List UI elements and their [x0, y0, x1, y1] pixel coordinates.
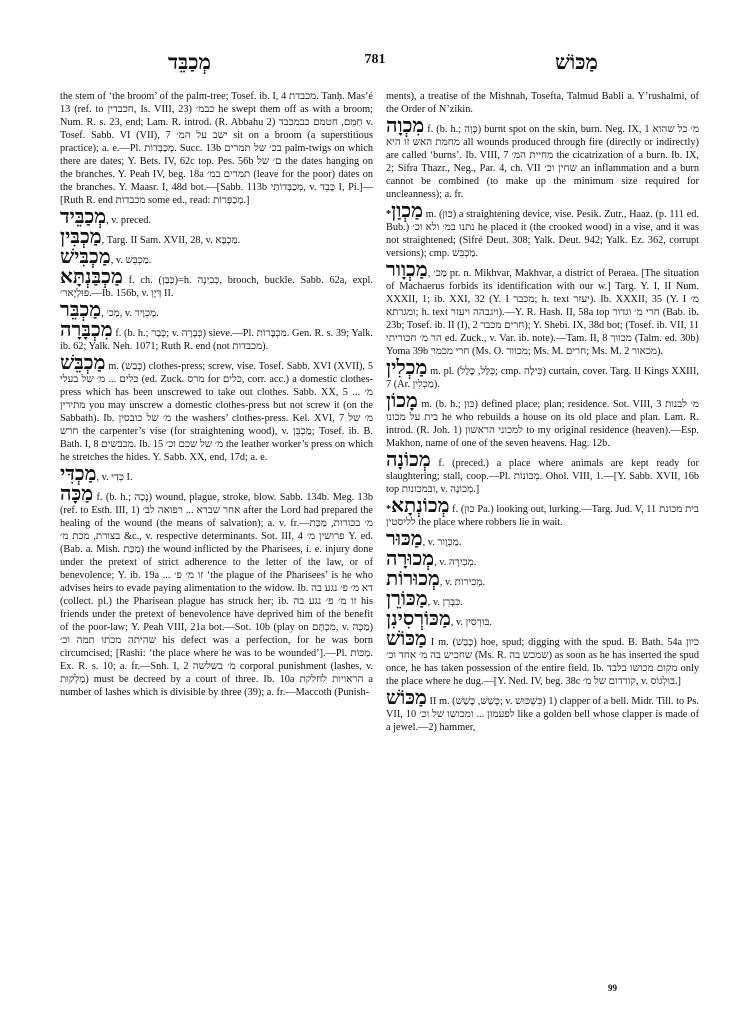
entry-headword: מַכְבֵּר	[60, 299, 102, 321]
entry-text: , v. preced.	[106, 215, 151, 226]
entry-text: I m. (כָּבַשׁ) hoe, spud; digging with the spud. B. Bath. 54a כיון שחכיש בה מ׳ אחד וכ׳ (Ms. R. שמכש בה) as soon as he has inserted the spud once, he has taken possession of the entire field. Ib. מקום מכושו בלבד only the place where he dug.—[Y. Ned. IV, beg. 38c קורדום של מ׳, v. בּוּלְגוֹס.]	[386, 637, 699, 687]
dictionary-entry	[386, 589, 699, 609]
entry-text: , v. בּוּרְסִין.	[450, 617, 492, 628]
entry-text: , מַכ׳, v. מַכְוָיר.	[101, 308, 159, 319]
entry-headword: מַכְוַן	[391, 200, 424, 222]
entry-text: f. ch. (כַּבַּן)=h. כְּבִינָה, brooch, buckle. Sabb. 62a, expl. פּוּלְיָאר׳.—Ib. 156b, v. דְּיָוְ II.	[60, 275, 373, 299]
dictionary-entry	[386, 260, 699, 358]
entry-headword: מַכְבִּישׁ	[60, 246, 111, 268]
entry-headword: מַכְבִּין	[60, 226, 102, 248]
dictionary-entry	[386, 688, 699, 734]
entry-text: , v. מְכִירָה.	[434, 557, 477, 568]
entry-text: f. (b. h.; נָכָה) wound, plague, stroke, blow. Sabb. 134b. Meg. 13b (ref. to Esth. III, 1) אחר שברא ... רפואה לב׳ after the Lord had prepared the healing of the wound (the means of salvation); a. v. fr.—מ׳ בכורות, מַכַּת בצורת, מכת מ׳ &c., v. respective determinants. Sot. III, 4 פרושין מ׳ Y. ed. (Bab. a. Mish. מַכַּת) the wound inflicted by the Pharisees, i. e. injury done under the pretext of strict adherence to the letter of the law, or of benevolence; Y. ib. 19a ... זו מ׳ פ׳ ‘the plague of the Pharisees’ is he who advises heirs to evade paying alimentation to the widow. Ib. דא מ׳ פ׳ נגע בה (collect. pl.) the Pharisean plague has struck her; ib. זו מ׳ פ׳ נגע בה his friends under the pretext of benevolence have deprived him of the benefit of the poor-law; Y. Peah VIII, 21a bot.—Sot. 10b (play on מִכְתָּם, v. מַכָּה) שהיתה מכתו תמה וכ׳ his defect was a perfection, for he was born circumcised; [Rashi: ‘the place where he was to be wounded’].—Pl. מַכּוֹת. Ex. R. s. 10; a. fr.—Snh. I, 2 מ׳ בשלשה corporal punishment (lashes, v. מַלְקוּת) must be decreed by a court of three. Ib. 10a הראויות לחלקת a number of lashes which is divisible by three (39); a. fr.—Maccoth (Punish-	[60, 492, 373, 698]
dictionary-entry	[386, 90, 699, 116]
entry-asterisk: *	[386, 504, 392, 515]
dictionary-entry	[386, 529, 699, 549]
entry-headword: מַכְבַּנְתָּא	[60, 266, 123, 288]
entry-text: f. (preced.) a place where animals are kept ready for slaughtering; stall, coop.—Pl. מְכוֹנוֹת. Ohol. VIII, 1.—[Y. Sabb. XVII, 16b top ובמכונות, v. מְכוֹנָה.]	[386, 458, 699, 495]
dictionary-entry	[60, 353, 373, 464]
entry-text: m. (b. h.; כּוּן) defined place; plan; residence. Sot. VIII, 3 מ׳ לבנות בית על מכונו he who rebuilds a house on its old place and plan. Lam. R. introd. (R. Joh. 1) למכוני הראשון to my original residence (heaven).—Esp. Makhon, name of one of the seven heavens. Hag. 12b.	[386, 399, 699, 449]
entry-headword: מַכְלִין	[386, 357, 428, 379]
entry-text: f. (b. h.; כָּוָה) burnt spot on the skin, burn. Neg. IX, 1 מ׳ כל שהוא מחמת האש זו היא all wounds produced through fire (directly or indirectly) are called ‘burns’. Ib. VIII, 7 מחיית המ׳ the cicatrization of a burn. Ib. IX, 2; Sifra Thazr., Neg., Par. 4, ch. VII שחין וכ׳ an inflammation and a burn cannot be combined (to make up the minimum size required for uncleanness); a. fr.	[386, 124, 699, 200]
entry-text: II m. (כָּשַׁשׁ, כָּשַׁשׁ; v. כִּשְׁכּוּשׁ) 1) clapper of a bell. Midr. Till. to Ps. VII, 10 לפעמון ... ומכושו של וכ׳ like a golden bell whose clapper is made of a jewel.—2) hammer,	[386, 696, 699, 733]
dictionary-entry	[60, 464, 373, 484]
entry-headword: מַכָּה	[60, 483, 94, 505]
entry-headword: מִכְבָּרָה	[60, 319, 113, 341]
dictionary-entry	[60, 207, 373, 227]
entry-headword: מִכְוָה	[386, 115, 425, 137]
dictionary-entry	[386, 549, 699, 569]
entry-asterisk: *	[386, 209, 392, 220]
dictionary-entry	[60, 484, 373, 699]
page-number: 781	[364, 52, 386, 67]
entry-headword: מַכּוֹרֵן	[386, 588, 428, 610]
dictionary-entry	[60, 247, 373, 267]
right-column	[386, 90, 699, 990]
entry-headword: מַכּוֹשׁ	[386, 628, 427, 650]
entry-text: , v. מַכְבֵּשׁ.	[110, 255, 152, 266]
entry-text: f. (כוּן Pa.) looking out, lurking.—Targ. Jud. V, 11 בית מכונת לליסטין the place where robbers lie in wait.	[386, 504, 699, 528]
entry-text: , v. כְּדִי I.	[96, 472, 133, 483]
entry-headword: מָכוֹן	[386, 390, 418, 412]
dictionary-entry	[386, 609, 699, 629]
entry-text: , v. מַכְוָור.	[422, 537, 462, 548]
left-running-headword: מְכַבֵּד	[168, 50, 211, 74]
dictionary-entry	[60, 300, 373, 320]
dictionary-entry	[386, 358, 699, 391]
entry-text: , מַכ׳ pr. n. Mikhvar, Makhvar, a district of Peraea. [The situation of Machaerus forbids its identification with our w.] Targ. Y. I, II Num. XXXII, 1; ib. XXI, 32 (Y. I מכבר; h. text יעזר). Ib. XXXII, 35 (Y. I מ׳ ומגרתא; h. text ויגבהה ויעזר).—Y. R. Hash. II, 58a top חרי מ׳ וגדור (Bab. ib. 23b; Tosef. ib. II (I), 2 חרים מכבר); Y. Shebi. IX, 38d bot; (Tosef. ib. VII, 11 הר מ׳ חכוריתי ed. Zuck., v. Var. ib. note).—Tam. II, 8 מכווך (Talm. ed. 30b) Yoma 39b חרי מכמר (Ms. O. מכוור; Ms. M. חרים; Ms. M. 2 מכאור).	[386, 268, 699, 357]
dictionary-entry	[386, 450, 699, 496]
entry-text: , v. כִּבְּרֵן.	[427, 597, 463, 608]
entry-text: f. (b. h.; כָּבַר; v. כְּבָרָה) sieve.—Pl. מִכְבָּרוֹת. Gen. R. s. 39; Yalk. ib. 62; Yalk. Neh. 1071; Ruth R. end (not מכבדות).	[60, 328, 373, 352]
entry-text: m. (כּוּן) a straightening device, vise. Pesik. Zutr., Haaz. (p. 111 ed. Bub.) נתנו במ׳ ולא וכ׳ he placed it (the crooked wood) in a vise, and it was not straightened; (Sifré Deut. 308; Yalk. Deut. 942; Yalk. Ez. 362, corrupt versions); cmp. מַכְבֵּשׁ.	[386, 209, 699, 259]
entry-headword: מַכְבֵּשׁ	[60, 352, 106, 374]
left-column	[60, 90, 373, 990]
entry-headword: מַכּוֹרְסִינִן	[386, 608, 451, 630]
entry-headword: מְכוּרָה	[386, 548, 435, 570]
dictionary-entry	[386, 496, 699, 529]
dictionary-entry	[60, 90, 373, 207]
dictionary-entry	[386, 201, 699, 260]
entry-text: m. (כָּבַשׁ) clothes-press; screw, vise. Tosef. Sabb. XVI (XVII), 5 כלים ... מ׳ של בעלי (ed. Zuck. מרס for כלים, corr. acc.) a domestic clothes-press which has been unscrewed to take out clothes. Sabb. XX, 5 מ׳ ... מתירין you may unscrew a domestic clothes-press but not screw it (on the Sabbath). Ib. מ׳ של כובסין the washers’ clothes-press. Kel. XVI, 7 מ׳ של חרש the carpenter’s vise (for straightening wood), v. מַכְבֵּן; Tosef. ib. B. Bath. I, 8 מכבשים. Ib. 15 מ׳ של שכם וכ׳ the leather worker’s press on which he stretches the hides. Y. Sabb. XX, end, 17d; a. e.	[60, 361, 373, 463]
entry-headword: מְכוֹנְתָא	[391, 495, 450, 517]
entry-headword: מַכּוֹשׁ	[386, 687, 427, 709]
dictionary-entry	[386, 116, 699, 201]
dictionary-entry	[60, 267, 373, 300]
dictionary-entry	[60, 227, 373, 247]
page-header	[60, 50, 690, 76]
entry-text: the stem of ‘the broom’ of the palm-tree; Tosef. ib. I, 4 מכבדת. Tanḥ. Mas’é 13 (ref. to חכבדין, Is. VIII, 23) כבמ׳ he swept them off as with a broom; Num. R. s. 23, end; Lam. R. introd. (R. Abbahu 2) חַמֵּם, חטמם כבמכבד v. Tosef. Sabb. VI (VII), 7 ישב על המ׳ sit on a broom (a superstitious practice); a. e.—Pl. מְכַבְּדוֹת. Succ. 13b בכ׳ של תמרים palm-twigs on which there are dates; Y. Bets. IV, 62c top. Pes. 56b ם׳ של the dates hanging on the branches. Y. Peah IV, beg. 18a תמרים במ׳ (leave for the poor) dates on the branches. Y. Maasr. I, 48d bot.—[Sabb. 113b מְכַבְּדוֹתַי, v. כָּבֵד I, Pi.]—[Ruth R. end מכבדות some ed., read: מְכַפְּרוֹת.]	[60, 91, 373, 206]
entry-text: , Targ. II Sam. XVII, 28, v. מַכְבָּא.	[101, 235, 241, 246]
entry-headword: מַכּוּר	[386, 528, 423, 550]
entry-text: , v. מְכִירוֹת.	[439, 577, 486, 588]
entry-text: m. pl. (כְּלַל, כָּלַל; cmp. כִּילָה) curtain, cover. Targ. II Kings XXIII, 7 (Ar. מַכְלִין).	[386, 366, 699, 390]
entry-headword: מַכְוָור	[386, 259, 428, 281]
dictionary-entry	[386, 391, 699, 450]
right-running-headword: מַכּוֹשׁ	[555, 50, 598, 74]
entry-headword: מְכַבֵּיד	[60, 206, 107, 228]
dictionary-entry	[386, 569, 699, 589]
dictionary-entry	[60, 320, 373, 353]
dictionary-entry	[386, 629, 699, 688]
entry-headword: מְכוּרוֹת	[386, 568, 440, 590]
entry-text: ments), a treatise of the Mishnah, Tosefta, Talmud Babli a. Y’rushalmi, of the Order of N’zikin.	[386, 91, 699, 115]
entry-headword: מַכְדִּי	[60, 463, 97, 485]
entry-headword: מְכוֹנָה	[386, 449, 431, 471]
signature-mark: 99	[608, 983, 617, 993]
